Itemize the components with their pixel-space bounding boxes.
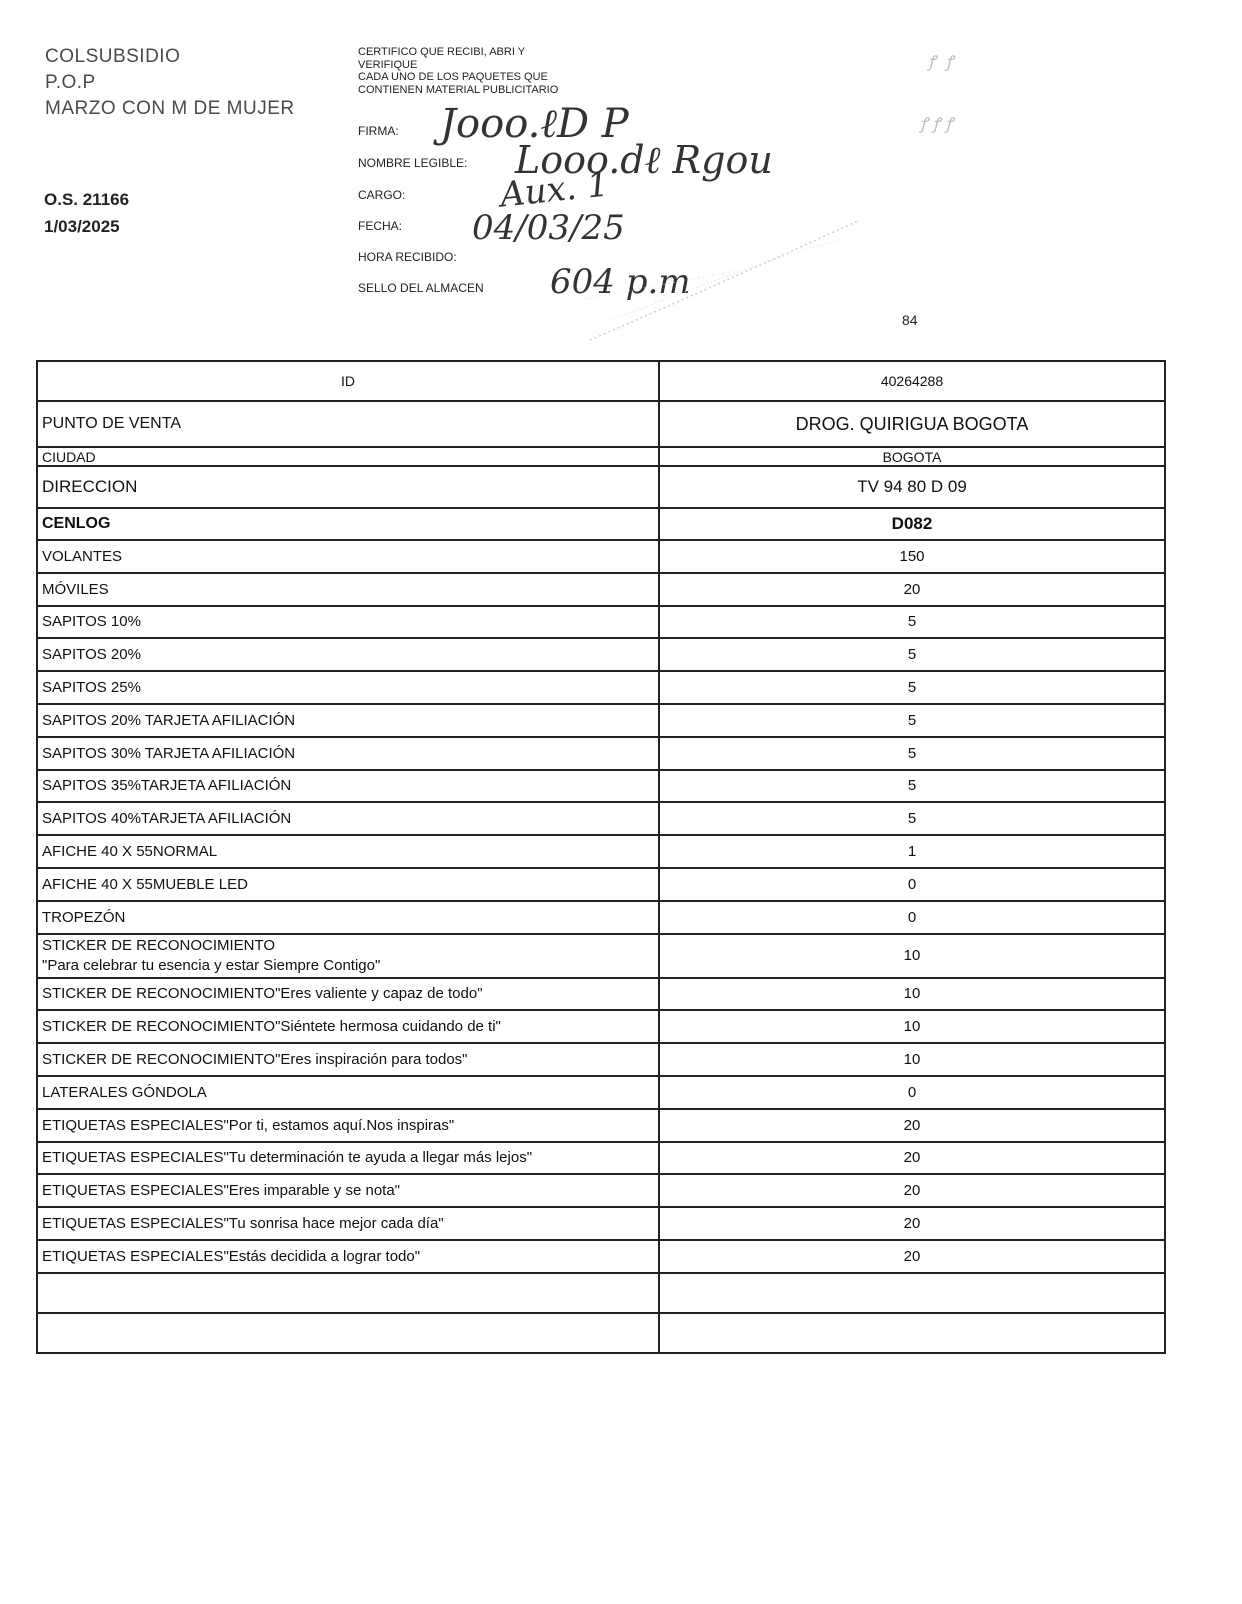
item-value: 20 bbox=[659, 1207, 1165, 1240]
item-value: 0 bbox=[659, 868, 1165, 901]
table-row-id bbox=[37, 361, 1165, 401]
sticker-line-2: "Para celebrar tu esencia y estar Siempre Contigo" bbox=[42, 956, 381, 974]
table-row bbox=[37, 1043, 1165, 1076]
table-row bbox=[37, 934, 1165, 978]
item-value: 5 bbox=[659, 704, 1165, 737]
empty-cell bbox=[659, 1313, 1165, 1353]
table-row bbox=[37, 573, 1165, 606]
item-label: SAPITOS 35%TARJETA AFILIACIÓN bbox=[37, 770, 659, 803]
table-row bbox=[37, 978, 1165, 1011]
item-value: 20 bbox=[659, 1142, 1165, 1175]
sticker-line-1: STICKER DE RECONOCIMIENTO bbox=[42, 936, 276, 954]
table-row bbox=[37, 1240, 1165, 1273]
ciudad-label: CIUDAD bbox=[37, 447, 659, 466]
cargo-label: CARGO: bbox=[358, 188, 406, 202]
table-row-ciudad bbox=[37, 447, 1165, 466]
table-row-cenlog bbox=[37, 508, 1165, 540]
table-row bbox=[37, 606, 1165, 639]
table-row bbox=[37, 1076, 1165, 1109]
item-label: VOLANTES bbox=[37, 540, 659, 573]
table-row bbox=[37, 770, 1165, 803]
direccion-value: TV 94 80 D 09 bbox=[659, 466, 1165, 508]
empty-cell bbox=[37, 1313, 659, 1353]
order-date: 1/03/2025 bbox=[44, 217, 120, 236]
ciudad-value: BOGOTA bbox=[659, 447, 1165, 466]
hora-label: HORA RECIBIDO: bbox=[358, 250, 457, 264]
materials-table bbox=[36, 360, 1166, 1354]
table-row bbox=[37, 1207, 1165, 1240]
item-value: 20 bbox=[659, 1174, 1165, 1207]
header-left bbox=[45, 44, 295, 122]
item-value: 5 bbox=[659, 770, 1165, 803]
item-label: STICKER DE RECONOCIMIENTO"Eres inspiración para todos" bbox=[37, 1043, 659, 1076]
cenlog-value: D082 bbox=[659, 508, 1165, 540]
item-label: ETIQUETAS ESPECIALES"Tu sonrisa hace mejor cada día" bbox=[37, 1207, 659, 1240]
item-label: ETIQUETAS ESPECIALES"Por ti, estamos aquí.Nos inspiras" bbox=[37, 1109, 659, 1142]
fecha-label: FECHA: bbox=[358, 219, 403, 233]
table-row-empty bbox=[37, 1273, 1165, 1313]
table-row bbox=[37, 737, 1165, 770]
item-value: 0 bbox=[659, 901, 1165, 934]
item-value: 5 bbox=[659, 802, 1165, 835]
cenlog-label: CENLOG bbox=[37, 508, 659, 540]
table-row bbox=[37, 704, 1165, 737]
item-value: 0 bbox=[659, 1076, 1165, 1109]
table-row bbox=[37, 835, 1165, 868]
item-value: 5 bbox=[659, 737, 1165, 770]
empty-cell bbox=[659, 1273, 1165, 1313]
nombre-label: NOMBRE LEGIBLE: bbox=[358, 156, 468, 170]
header-line-pop: P.O.P bbox=[45, 72, 96, 93]
punto-label: PUNTO DE VENTA bbox=[37, 401, 659, 447]
item-label: SAPITOS 30% TARJETA AFILIACIÓN bbox=[37, 737, 659, 770]
punto-value: DROG. QUIRIGUA BOGOTA bbox=[659, 401, 1165, 447]
certificate-line: VERIFIQUE bbox=[358, 58, 418, 71]
item-value: 10 bbox=[659, 1043, 1165, 1076]
item-value: 1 bbox=[659, 835, 1165, 868]
item-value: 10 bbox=[659, 978, 1165, 1011]
direccion-label: DIRECCION bbox=[37, 466, 659, 508]
item-label: STICKER DE RECONOCIMIENTO"Siéntete hermosa cuidando de ti" bbox=[37, 1010, 659, 1043]
handwritten-cargo: Aux. 1 bbox=[498, 164, 611, 216]
certificate-line: CONTIENEN MATERIAL PUBLICITARIO bbox=[358, 83, 559, 96]
table-row bbox=[37, 671, 1165, 704]
item-value: 20 bbox=[659, 1240, 1165, 1273]
item-value: 5 bbox=[659, 638, 1165, 671]
certificate-statement bbox=[358, 46, 628, 96]
handwritten-fecha: 04/03/25 bbox=[472, 208, 625, 248]
table-row bbox=[37, 802, 1165, 835]
item-label: MÓVILES bbox=[37, 573, 659, 606]
header-line-company: COLSUBSIDIO bbox=[45, 46, 181, 67]
header-line-campaign: MARZO CON M DE MUJER bbox=[45, 98, 295, 119]
faint-handwriting: ꝭ ꝭ bbox=[928, 52, 954, 71]
faint-handwriting: ꝭ ꝭ ꝭ bbox=[920, 114, 953, 133]
table-row bbox=[37, 1142, 1165, 1175]
handwritten-name: Looo.dℓ Rgou bbox=[515, 138, 773, 182]
item-value: 5 bbox=[659, 606, 1165, 639]
page-number: 84 bbox=[902, 312, 918, 328]
item-label: SAPITOS 10% bbox=[37, 606, 659, 639]
item-label: SAPITOS 40%TARJETA AFILIACIÓN bbox=[37, 802, 659, 835]
table-row bbox=[37, 1010, 1165, 1043]
certificate-line: CERTIFICO QUE RECIBI, ABRI Y bbox=[358, 46, 526, 58]
item-label: STICKER DE RECONOCIMIENTO"Eres valiente y capaz de todo" bbox=[37, 978, 659, 1011]
item-label: ETIQUETAS ESPECIALES"Tu determinación te ayuda a llegar más lejos" bbox=[37, 1142, 659, 1175]
item-label: ETIQUETAS ESPECIALES"Estás decidida a lograr todo" bbox=[37, 1240, 659, 1273]
table-row bbox=[37, 1109, 1165, 1142]
empty-cell bbox=[37, 1273, 659, 1313]
certificate-line: CADA UNO DE LOS PAQUETES QUE bbox=[358, 71, 548, 83]
table-row bbox=[37, 868, 1165, 901]
handwritten-signature: Jooo.ℓD P bbox=[440, 101, 629, 147]
item-value: 150 bbox=[659, 540, 1165, 573]
faint-stamp bbox=[570, 200, 870, 350]
item-value: 20 bbox=[659, 1109, 1165, 1142]
table-row bbox=[37, 540, 1165, 573]
id-value: 40264288 bbox=[659, 361, 1165, 401]
table-row bbox=[37, 1174, 1165, 1207]
order-number: O.S. 21166 bbox=[44, 190, 130, 209]
item-label: ETIQUETAS ESPECIALES"Eres imparable y se nota" bbox=[37, 1174, 659, 1207]
table-row-punto bbox=[37, 401, 1165, 447]
item-label: SAPITOS 25% bbox=[37, 671, 659, 704]
id-label: ID bbox=[37, 361, 659, 401]
item-label: AFICHE 40 X 55NORMAL bbox=[37, 835, 659, 868]
handwritten-hora: 604 p.m bbox=[550, 262, 691, 302]
item-value: 20 bbox=[659, 573, 1165, 606]
item-label bbox=[37, 934, 659, 978]
order-block bbox=[44, 186, 129, 240]
sello-label: SELLO DEL ALMACEN bbox=[358, 281, 484, 295]
item-label: TROPEZÓN bbox=[37, 901, 659, 934]
item-label: AFICHE 40 X 55MUEBLE LED bbox=[37, 868, 659, 901]
table-row-direccion bbox=[37, 466, 1165, 508]
item-label: LATERALES GÓNDOLA bbox=[37, 1076, 659, 1109]
table-row bbox=[37, 901, 1165, 934]
item-label: SAPITOS 20% TARJETA AFILIACIÓN bbox=[37, 704, 659, 737]
item-label: SAPITOS 20% bbox=[37, 638, 659, 671]
item-value: 5 bbox=[659, 671, 1165, 704]
table-row-empty bbox=[37, 1313, 1165, 1353]
item-value: 10 bbox=[659, 934, 1165, 978]
firma-label: FIRMA: bbox=[358, 124, 399, 138]
item-value: 10 bbox=[659, 1010, 1165, 1043]
table-row bbox=[37, 638, 1165, 671]
